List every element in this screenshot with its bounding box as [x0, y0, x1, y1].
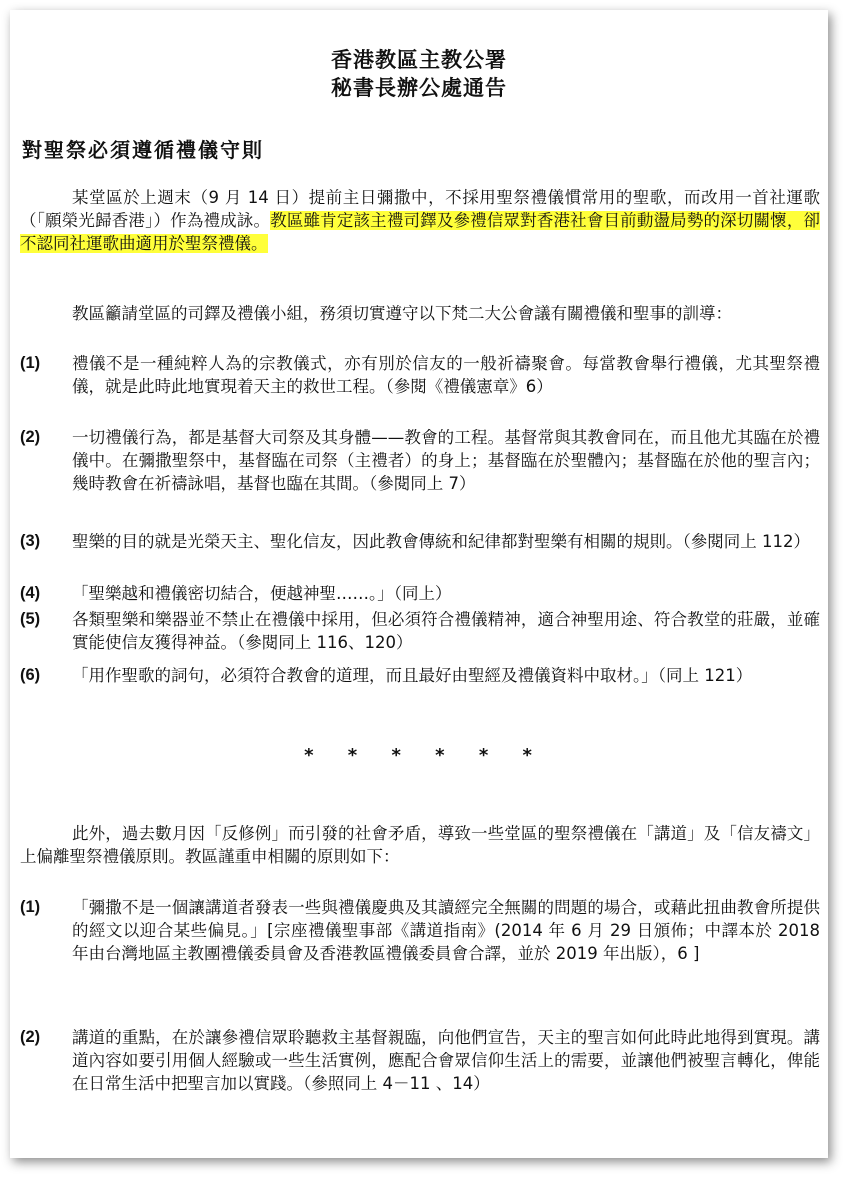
list-item [20, 608, 820, 654]
list-text: 禮儀不是一種純粹人為的宗教儀式，亦有別於信友的一般祈禱聚會。每當教會舉行禮儀，尤其聖祭禮儀，就是此時此地實現着天主的救世工程。（參閱《禮儀憲章》6） [72, 354, 820, 396]
list-text: 各類聖樂和樂器並不禁止在禮儀中採用，但必須符合禮儀精神，適合神聖用途、符合教堂的莊嚴，並確實能使信友獲得神益。（參閱同上 116、120） [72, 610, 820, 652]
list-text: 一切禮儀行為，都是基督大司祭及其身體——教會的工程。基督常與其教會同在，而且他尤其臨在於禮儀中。在彌撒聖祭中，基督臨在司祭（主禮者）的身上；基督臨在於聖體內；基督臨在於他的聖言內；幾時教會在祈禱詠唱，基督也臨在其間。（參閱同上 7） [72, 428, 820, 493]
list-item [20, 352, 820, 398]
list-number: (1) [20, 354, 41, 372]
list-item [20, 1026, 820, 1095]
paragraph-2: 教區籲請堂區的司鐸及禮儀小組，務須切實遵守以下梵二大公會議有關禮儀和聖事的訓導： [72, 304, 732, 323]
list-text: 聖樂的目的就是光榮天主、聖化信友，因此教會傳統和紀律都對聖樂有相關的規則。（參閱同上 112） [72, 532, 810, 551]
list-item [20, 664, 820, 687]
intro-paragraph [20, 186, 820, 255]
list-number: (1) [20, 898, 41, 916]
list-number: (2) [20, 428, 41, 446]
separator-stars: * * * * * * [304, 745, 534, 766]
list-number: (3) [20, 532, 41, 550]
list-item [20, 426, 820, 495]
list-number: (2) [20, 1028, 41, 1046]
intro-text: 某堂區於上週末（9 月 14 日）提前主日彌撒中，不採用聖祭禮儀慣常用的聖歌，而改用一首社運歌（「願榮光歸香港」）作為禮成詠。 [20, 188, 820, 230]
list-number: (6) [20, 666, 41, 684]
list-text: 「用作聖歌的詞句，必須符合教會的道理，而且最好由聖經及禮儀資料中取材。」（同上 121） [72, 666, 753, 685]
paragraph-3: 此外，過去數月因「反修例」而引發的社會矛盾，導致一些堂區的聖祭禮儀在「講道」及「信友禱文」上偏離聖祭禮儀原則。教區謹重申相關的原則如下： [20, 824, 820, 866]
header-line-2: 秘書長辦公處通告 [331, 76, 507, 100]
document-page [10, 10, 828, 1158]
list-number: (5) [20, 610, 41, 628]
list-item [20, 582, 820, 605]
list-text: 「聖樂越和禮儀密切結合，便越神聖……。」（同上） [72, 584, 452, 603]
list-text: 講道的重點，在於讓參禮信眾聆聽救主基督親臨，向他們宣告，天主的聖言如何此時此地得到實現。講道內容如要引用個人經驗或一些生活實例，應配合會眾信仰生活上的需要，並讓他們被聖言轉化，俾能在日常生活中把聖言加以實踐。（參照同上 4－11 、14） [72, 1028, 820, 1093]
highlighted-text: 教區雖肯定該主禮司鐸及參禮信眾對香港社會目前動盪局勢的深切關懷，卻不認同社運歌曲適用於聖祭禮儀。 [20, 211, 821, 253]
header-line-1: 香港教區主教公署 [331, 48, 507, 72]
section-heading: 對聖祭必須遵循禮儀守則 [22, 138, 264, 162]
list-item [20, 530, 820, 553]
list-number: (4) [20, 584, 41, 602]
list-text: 「彌撒不是一個讓講道者發表一些與禮儀慶典及其讀經完全無關的問題的場合，或藉此扭曲教會所提供的經文以迎合某些偏見。」[宗座禮儀聖事部《講道指南》(2014 年 6 月 29 日頒佈；中譯本於 2018 年由台灣地區主教團禮儀委員會及香港教區禮儀委員會合譯，並於 2019 年出版），6 ] [72, 898, 820, 963]
list-item [20, 896, 820, 965]
